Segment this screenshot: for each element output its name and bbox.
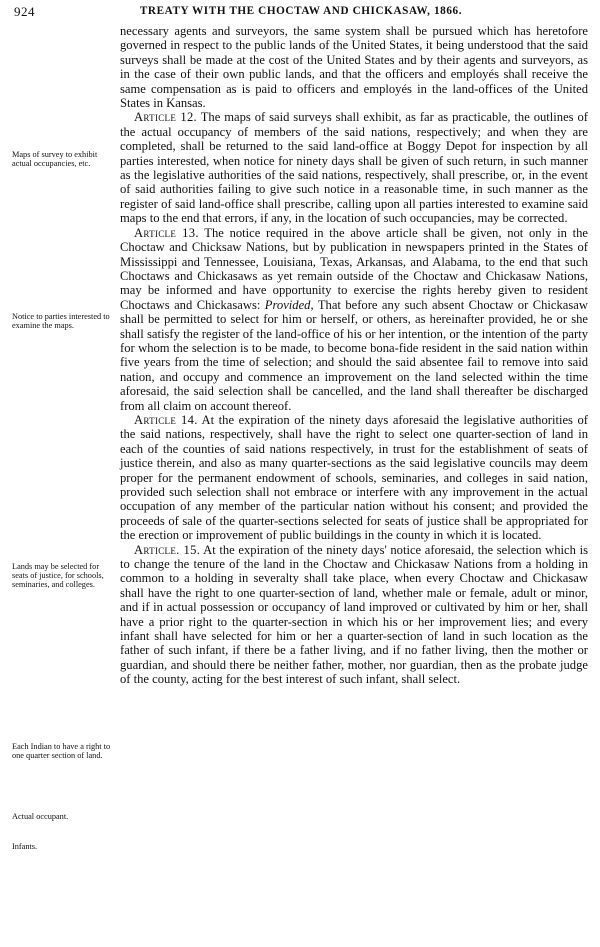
page-header: [14, 4, 588, 24]
paragraph-text: The maps of said surveys shall exhibit, as far as practicable, the outlines of the actual occupancy of members of the said nations, respectively; and when they are completed, shall be returned to the said land-office at Boggy Depot for inspection by all parties interested, when notice for ninety days shall be given of such return, in such manner as the legislative authorities of the said nations, respectively, shall prescribe, or, in the event of said authorities failing to give such notice in a reasonable time, in such manner as the register of said land-office shall prescribe, calling upon all parties interested to examine said maps to the end that errors, if any, in the location of such occupancies, may be corrected.: [120, 110, 588, 226]
paragraph-text: At the expiration of the ninety days aforesaid the legislative authorities of the said nations, respectively, shall have the right to select one quarter-section of land in each of the counties of said nations respectively, in trust for the establishment of seats of justice therein, and also as many quarter-sections as the said legislative councils may deem proper for the permanent endowment of schools, seminaries, and colleges in said nation, provided such selection shall not embrace or interfere with any improvement in the actual occupation of any member of the particular nation without his consent; and provided the proceeds of sale of the quarter-sections selected for seats of justice shall be appropriated for the erection or improvement of public buildings in the county in which it is located.: [120, 412, 588, 543]
paragraph-text: The notice required in the above article shall be given, not only in the Choctaw and Chicksaw Nations, but by publication in newspapers printed in the States of Mississippi and Tennessee, Louisiana, Texas, Arkansas, and Alabama, to the end that such Choctaws and Chickasaws as yet remain outside of the Choctaw and Chickasaw Nations, may be informed and have opportunity to exercise the rights hereby given to resident Choctaws and Chickasaws: Provided, That before any such absent Choctaw or Chickasaw shall be permitted to select for him or herself, or others, as hereinafter provided, he or she shall satisfy the register of the land-office of his or her intention, or the intention of the party for whom the selection is to be made, to become bona-fide resident in the said nation within five years from the time of selection; and should the said absentee fail to remove into said nation, and occupy and commence an improvement on the land selected within the time aforesaid, the said selection shall be cancelled, and the land shall thereafter be discharged from all claim on account thereof.: [120, 225, 588, 413]
margin-note: Maps of survey to exhibit actual occupancies, etc.: [12, 150, 98, 169]
article-13: [120, 226, 588, 413]
margin-note: Actual occupant.: [12, 812, 69, 821]
treaty-body: [120, 24, 588, 687]
emphasis: Provided: [264, 297, 311, 312]
article-15: [120, 543, 588, 687]
paragraph: [120, 24, 588, 110]
paragraph-text: necessary agents and surveyors, the same system shall be pursued which has heretofore governed in respect to the public lands of the United States, it being understood that the said surveys shall be made at the cost of the United States and by their agents and surveyors, as in the case of their own public lands, and that the officers and employés shall receive the same compensation as is paid to officers and employés in the land-offices of the United States in Kansas.: [120, 24, 588, 111]
paragraph-text: At the expiration of the ninety days' notice aforesaid, the selection which is to change the tenure of the land in the Choctaw and Chickasaw Nations from a holding in common to a holding in severalty shall take place, when every Choctaw and Chickasaw shall have the right to one quarter-section of land, whether male or female, adult or minor, and if in actual possession or occupancy of land improved or cultivated by him or her, shall have a prior right to the quarter-section in which his or her improvement lies; and every infant shall have selected for him or her a quarter-section of land in such location as the father of such infant, if there be a father living, and if no father living, then the mother or guardian, and should there be neither father, mother, nor guardian, then as the probate judge of the county, acting for the best interest of such infant, shall select.: [120, 542, 588, 687]
article-heading: Article 14.: [134, 412, 198, 427]
margin-note: Lands may be selected for seats of justice, for schools, seminaries, and colleges.: [12, 562, 104, 590]
page-number: 924: [14, 4, 35, 19]
margin-note: Notice to parties interested to examine the maps.: [12, 312, 110, 331]
article-heading: Article. 15.: [134, 542, 201, 557]
article-14: [120, 413, 588, 543]
article-heading: Article 12.: [134, 110, 198, 125]
margin-note: Each Indian to have a right to one quarter section of land.: [12, 742, 111, 761]
article-12: [120, 110, 588, 225]
running-head: TREATY WITH THE CHOCTAW AND CHICKASAW, 1866.: [139, 5, 463, 17]
article-heading: Article 13.: [134, 225, 199, 240]
margin-note: Infants.: [12, 842, 38, 851]
